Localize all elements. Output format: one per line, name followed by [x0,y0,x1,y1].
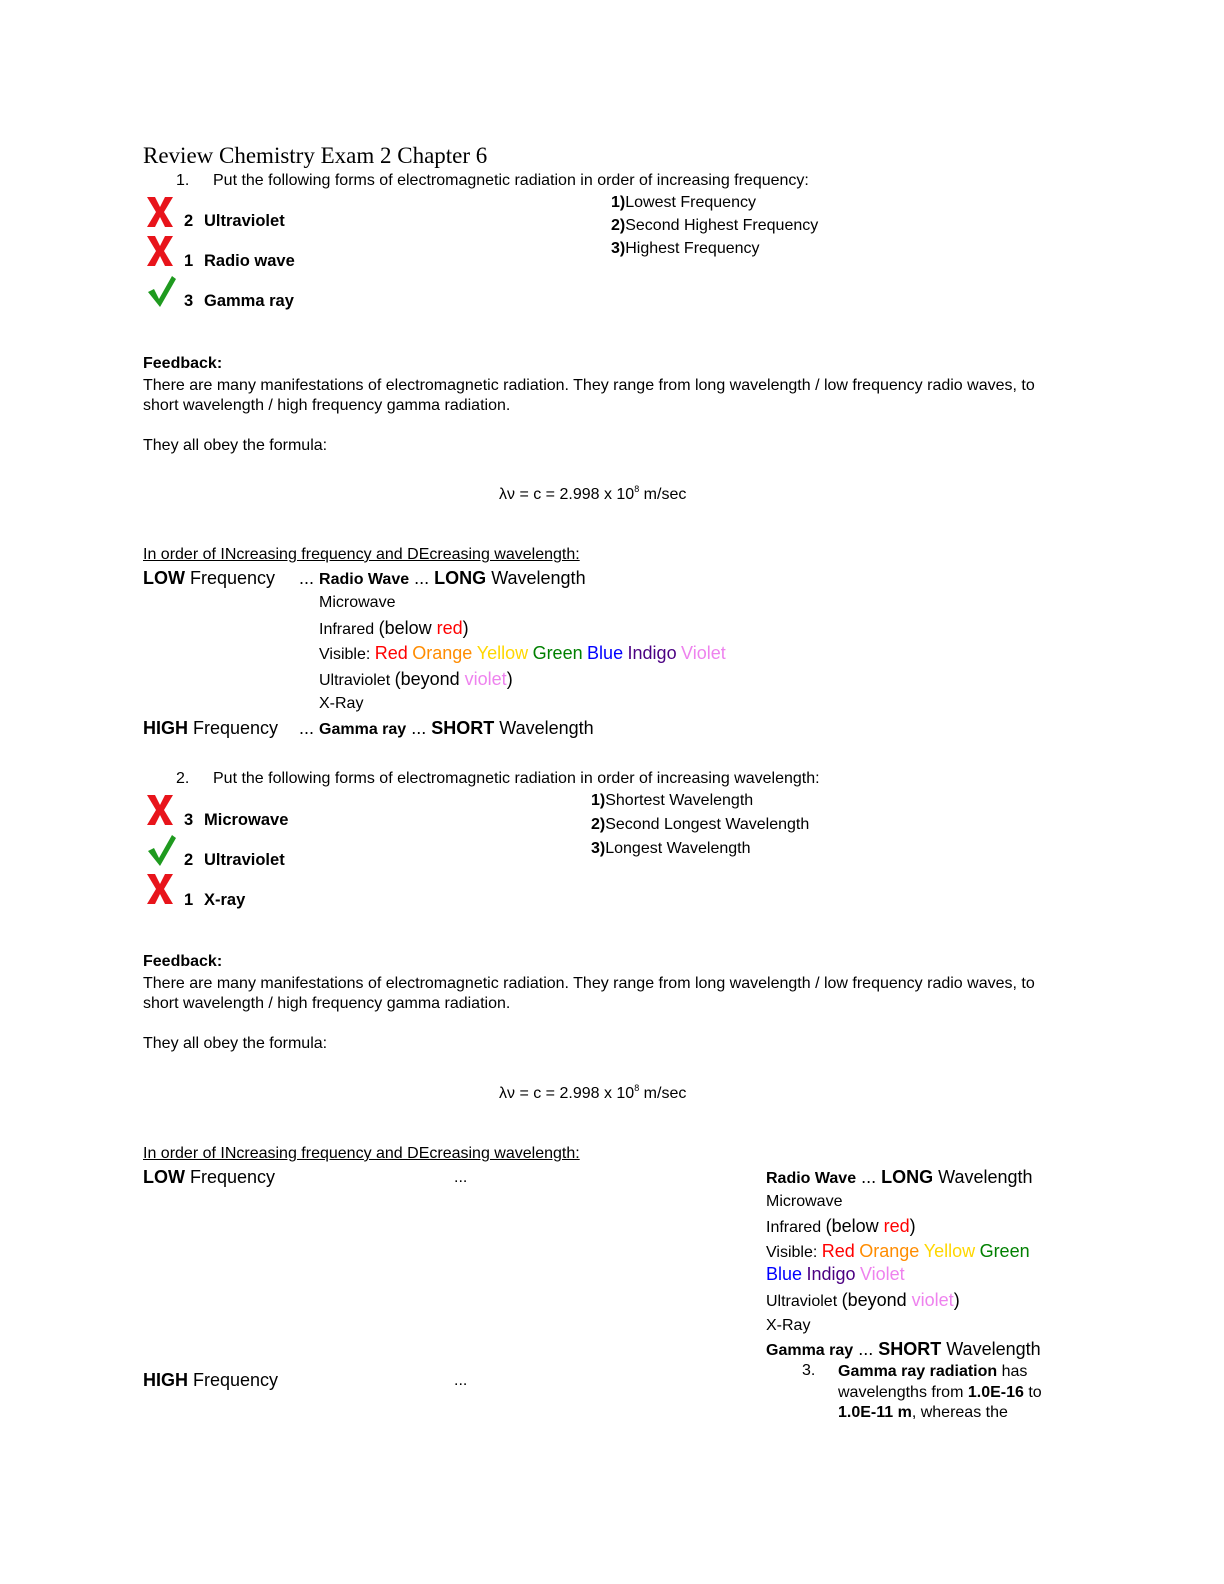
correct-check-icon [146,274,178,310]
q1-low-frequency-row [143,568,275,589]
color-blue: Blue [766,1264,803,1284]
answer-number: 3 [184,292,194,310]
q1-obey-text: They all obey the formula: [143,437,328,454]
q1-prompt: Put the following forms of electromagnetic radiation in order of increasing frequency: [213,172,809,189]
high-label: HIGH [143,1370,188,1390]
high-label: HIGH [143,718,188,738]
q1-option-2 [611,217,818,235]
color-green: Green [532,643,583,663]
page-title: Review Chemistry Exam 2 Chapter 6 [143,143,488,168]
q3-number: 3. [802,1362,816,1379]
color-indigo: Indigo [806,1264,856,1284]
q2-radio-row [766,1167,1033,1188]
q2-formula [499,1083,686,1103]
answer-number: 2 [184,212,194,230]
q2-feedback-text: There are many manifestations of electromagnetic radiation. They range from long wavelength / low frequency radio waves, to short wavelength / high frequency gamma radiation. [143,975,1035,1012]
formula-main: λν = c = 2.998 x 10 [499,486,635,503]
formula-unit: m/sec [639,486,687,503]
radio-wave-label: Radio Wave [319,571,410,588]
q1-number: 1. [176,172,190,189]
violet-word: violet [464,669,507,689]
q1-feedback-text: There are many manifestations of electromagnetic radiation. They range from long wavelength / low frequency radio waves, to short wavelength / high frequency gamma radiation. [143,377,1035,414]
q2-answer-3 [184,891,245,910]
q1-answer-3 [184,292,294,311]
beyond-text: (beyond [841,1290,912,1310]
q2-order-heading: In order of INcreasing frequency and DEcreasing wavelength: [143,1145,580,1162]
q3-text [838,1362,1078,1424]
red-word: red [883,1216,910,1236]
correct-check-icon [146,833,178,869]
short-label: SHORT [878,1339,942,1359]
gamma-ray-label: Gamma ray [766,1342,854,1359]
incorrect-x-icon [144,792,176,828]
violet-word: violet [911,1290,954,1310]
color-orange: Orange [859,1241,920,1261]
q2-option-3 [591,840,751,858]
wavelength-label: Wavelength [499,718,594,738]
frequency-label: Frequency [190,568,276,588]
low-label: LOW [143,1167,185,1187]
q1-formula [499,484,686,504]
color-yellow: Yellow [923,1241,976,1261]
wavelength-label: Wavelength [938,1167,1033,1187]
color-violet: Violet [859,1264,905,1284]
ultraviolet-label: Ultraviolet [319,672,391,689]
q2-xray: X-Ray [766,1317,811,1334]
formula-unit: m/sec [639,1085,687,1102]
low-label: LOW [143,568,185,588]
q1-order-heading: In order of INcreasing frequency and DEcreasing wavelength: [143,546,580,563]
answer-number: 1 [184,252,194,270]
ellipsis: ... [414,568,430,588]
close-paren: ) [506,669,513,689]
q3-text-part: has wavelengths from [838,1363,1028,1401]
q1-gamma-row [299,718,594,739]
below-text: (below [378,618,437,638]
q1-option-1 [611,194,756,212]
close-paren: ) [953,1290,960,1310]
gamma-ray-label: Gamma ray [319,721,407,738]
infrared-label: Infrared [319,621,375,638]
below-text: (below [825,1216,884,1236]
answer-label: Radio wave [204,252,295,270]
q2-ultraviolet-row [766,1290,960,1311]
q2-option-1 [591,792,753,810]
q3-text-part: , whereas the [911,1404,1008,1421]
option-key: 1) [591,792,606,809]
q2-gamma-row [766,1339,1041,1360]
q2-answer-1 [184,811,288,830]
incorrect-x-icon [144,871,176,907]
close-paren: ) [462,618,469,638]
option-key: 3) [611,240,626,257]
q1-ultraviolet-row [319,669,513,690]
long-label: LONG [434,568,487,588]
formula-exponent: 8 [634,1083,640,1093]
q2-visible-row [766,1241,1030,1262]
visible-label: Visible: [766,1244,818,1261]
ultraviolet-label: Ultraviolet [766,1293,838,1310]
option-text: Longest Wavelength [605,840,751,857]
incorrect-x-icon [144,194,176,230]
q1-infrared-row [319,618,469,639]
q2-option-2 [591,816,809,834]
option-text: Highest Frequency [625,240,760,257]
q2-feedback-heading: Feedback: [143,953,223,970]
color-red: Red [374,643,408,663]
q2-prompt: Put the following forms of electromagnetic radiation in order of increasing wavelength: [213,770,820,787]
option-text: Lowest Frequency [625,194,756,211]
q1-high-frequency-row [143,718,278,739]
q1-xray: X-Ray [319,695,364,712]
q1-answer-2 [184,252,295,271]
infrared-label: Infrared [766,1219,822,1236]
frequency-label: Frequency [193,718,279,738]
option-text: Second Longest Wavelength [605,816,810,833]
option-key: 2) [591,816,606,833]
color-yellow: Yellow [476,643,529,663]
q3-text-part: to [1023,1383,1042,1401]
frequency-label: Frequency [193,1370,279,1390]
q2-low-frequency-row [143,1167,275,1188]
radio-wave-label: Radio Wave [766,1170,857,1187]
q2-answer-2 [184,851,285,870]
answer-label: X-ray [204,891,246,909]
formula-exponent: 8 [634,484,640,494]
q2-infrared-row [766,1216,916,1237]
color-red: Red [821,1241,855,1261]
frequency-label: Frequency [190,1167,276,1187]
q2-microwave: Microwave [766,1193,843,1210]
q1-visible-row [319,643,726,664]
q2-ellipsis-low: ... [454,1169,468,1186]
q1-answer-1 [184,212,285,231]
q2-number: 2. [176,770,190,787]
long-label: LONG [881,1167,934,1187]
q1-option-3 [611,240,760,258]
q3-bold-value: 1.0E-11 m [838,1404,912,1421]
q3-bold-value: 1.0E-16 [967,1383,1024,1401]
q3-bold-gamma: Gamma ray radiation [838,1363,998,1380]
ellipsis: ... [858,1339,874,1359]
color-indigo: Indigo [627,643,677,663]
option-text: Shortest Wavelength [605,792,754,809]
answer-label: Gamma ray [204,292,294,310]
answer-number: 2 [184,851,194,869]
ellipsis: ... [861,1167,877,1187]
answer-label: Microwave [204,811,289,829]
answer-label: Ultraviolet [204,851,285,869]
color-blue: Blue [587,643,624,663]
wavelength-label: Wavelength [491,568,586,588]
option-key: 3) [591,840,606,857]
option-key: 1) [611,194,626,211]
color-orange: Orange [412,643,473,663]
wavelength-label: Wavelength [946,1339,1041,1359]
formula-main: λν = c = 2.998 x 10 [499,1085,635,1102]
option-key: 2) [611,217,626,234]
short-label: SHORT [431,718,495,738]
answer-label: Ultraviolet [204,212,285,230]
incorrect-x-icon [144,233,176,269]
ellipsis: ... [299,718,315,738]
q1-feedback-heading: Feedback: [143,355,223,372]
q2-visible-row-cont [766,1264,905,1285]
answer-number: 1 [184,891,194,909]
ellipsis: ... [299,568,315,588]
answer-number: 3 [184,811,194,829]
q2-obey-text: They all obey the formula: [143,1035,328,1052]
q1-radio-row [299,568,586,589]
close-paren: ) [909,1216,916,1236]
ellipsis: ... [411,718,427,738]
red-word: red [436,618,463,638]
color-green: Green [979,1241,1030,1261]
option-text: Second Highest Frequency [625,217,819,234]
visible-label: Visible: [319,646,371,663]
color-violet: Violet [681,643,726,663]
q2-high-frequency-row [143,1370,278,1391]
q2-ellipsis-high: ... [454,1372,468,1389]
q1-microwave: Microwave [319,594,396,611]
beyond-text: (beyond [394,669,465,689]
